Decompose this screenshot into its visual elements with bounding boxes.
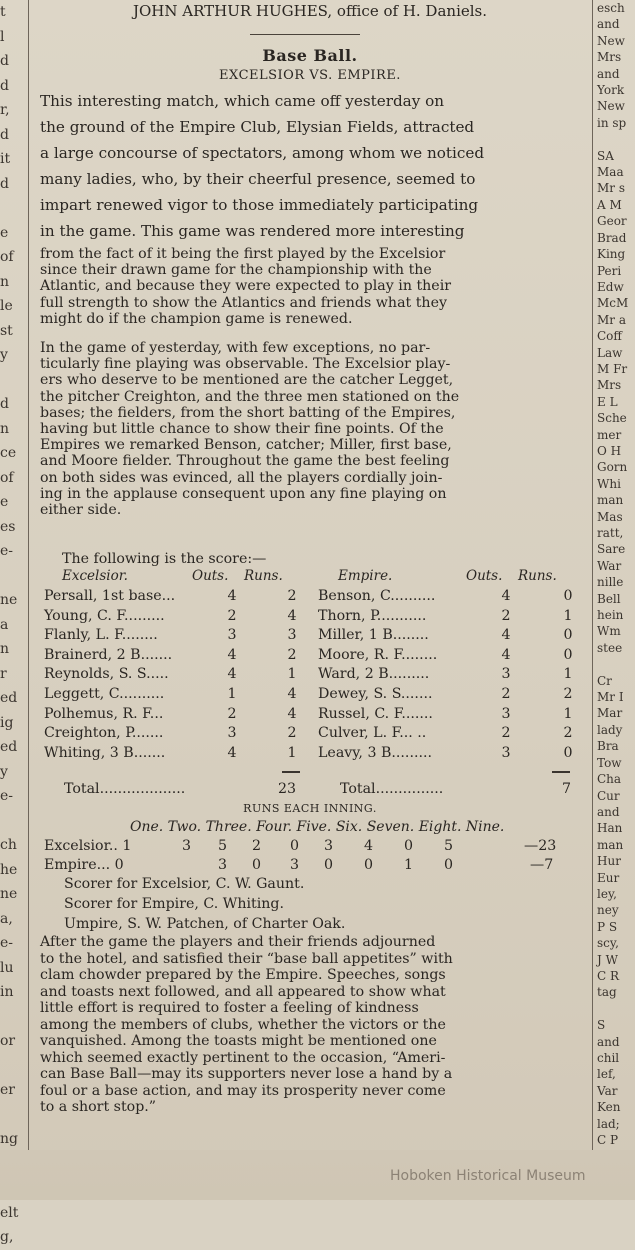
paragraph-line: a large concourse of spectators, among whom we noticed bbox=[40, 144, 485, 163]
paragraph-line: since their drawn game for the championship with the bbox=[40, 262, 432, 279]
empire-player-runs: 2 bbox=[563, 725, 573, 742]
margin-fragment: and bbox=[597, 804, 620, 819]
margin-fragment: in bbox=[0, 984, 14, 1000]
margin-fragment: lady bbox=[597, 722, 623, 737]
margin-fragment: e- bbox=[0, 543, 14, 559]
margin-fragment: Coff bbox=[597, 329, 622, 344]
empire-player-runs: 2 bbox=[563, 686, 573, 702]
margin-fragment: d bbox=[0, 126, 9, 143]
innings-title: RUNS EACH INNING. bbox=[243, 802, 377, 815]
paragraph-line: little effort is required to foster a feeling of kindness bbox=[40, 1000, 419, 1016]
margin-fragment: t bbox=[0, 4, 6, 20]
margin-fragment: Mr a bbox=[597, 312, 626, 327]
paragraph-intro-continued bbox=[40, 246, 572, 327]
paragraph-line: to the hotel, and satisfied their “base ball appetites” with bbox=[40, 950, 453, 967]
margin-fragment: Cr bbox=[597, 673, 612, 688]
margin-fragment: e- bbox=[0, 935, 14, 951]
paragraph-line: in the game. This game was rendered more interesting bbox=[40, 222, 465, 241]
margin-fragment: ng bbox=[0, 1131, 18, 1147]
paragraph-line: many ladies, who, by their cheerful presence, seemed to bbox=[40, 170, 476, 189]
excelsior-player-outs: 4 bbox=[227, 666, 237, 683]
paragraph-line: full strength to show the Atlantics and friends what they bbox=[40, 294, 447, 311]
margin-fragment: Han bbox=[597, 821, 623, 836]
margin-fragment: lad; bbox=[597, 1116, 620, 1131]
column-rule-left bbox=[28, 0, 29, 1150]
margin-fragment bbox=[0, 196, 26, 221]
paragraph-line: After the game the players and their friends adjourned bbox=[40, 934, 436, 950]
innings-header: One. Two. Three. Four. Five. Six. Seven. Eight. Nine. bbox=[130, 819, 505, 835]
innings-run-value: 3 bbox=[182, 838, 192, 854]
paragraph-line: ing in the applause consequent upon any fine playing on bbox=[40, 485, 447, 502]
paragraph-line: and Moore fielder. Throughout the game the best feeling bbox=[40, 453, 450, 470]
margin-fragment bbox=[0, 1005, 26, 1030]
margin-fragment: Mr s bbox=[597, 181, 625, 196]
empire-player-outs: 2 bbox=[501, 607, 511, 624]
margin-fragment: Mrs bbox=[597, 50, 622, 65]
margin-fragment: Mr I bbox=[597, 690, 624, 705]
umpire-line: Umpire, S. W. Patchen, of Charter Oak. bbox=[64, 916, 346, 932]
margin-fragment: Mas bbox=[597, 509, 623, 524]
paragraph-after-game bbox=[40, 934, 580, 1116]
empire-player-name: Dewey, S. S....... bbox=[318, 686, 433, 702]
margin-fragment: New bbox=[597, 33, 625, 48]
margin-fragment: in sp bbox=[597, 115, 627, 130]
empire-player-outs: 2 bbox=[501, 725, 511, 742]
margin-fragment: ce bbox=[0, 445, 17, 461]
empire-player-outs: 3 bbox=[501, 705, 511, 722]
header-excelsior: Excelsior. bbox=[62, 568, 128, 584]
margin-fragment: r, bbox=[0, 102, 10, 118]
paragraph-line: bases; the fielders, from the short batting of the Empires, bbox=[40, 404, 456, 421]
empire-player-name: Moore, R. F........ bbox=[318, 646, 438, 663]
excelsior-player-name: Reynolds, S. S..... bbox=[44, 666, 169, 683]
margin-fragment bbox=[0, 809, 26, 834]
margin-fragment: Gorn bbox=[597, 460, 628, 475]
margin-fragment: e bbox=[0, 224, 9, 241]
margin-fragment: n bbox=[0, 273, 10, 290]
margin-fragment: le bbox=[0, 298, 13, 314]
margin-fragment: War bbox=[597, 558, 622, 573]
margin-fragment: chil bbox=[597, 1051, 620, 1065]
margin-fragment: and bbox=[597, 17, 620, 32]
header-runs-left: Runs. bbox=[244, 568, 283, 584]
total-excelsior-value: 23 bbox=[278, 781, 297, 797]
empire-player-name: Ward, 2 B......... bbox=[318, 666, 430, 683]
margin-fragment: n bbox=[0, 420, 10, 437]
innings-run-value: 4 bbox=[364, 838, 374, 854]
margin-fragment: a, bbox=[0, 910, 13, 927]
excelsior-player-name: Creighton, P....... bbox=[44, 725, 164, 742]
byline-rule bbox=[250, 34, 360, 35]
margin-fragment: man bbox=[597, 493, 624, 508]
excelsior-player-runs: 4 bbox=[287, 607, 297, 624]
watermark: Hoboken Historical Museum bbox=[390, 1168, 586, 1184]
margin-fragment: J W bbox=[597, 952, 618, 967]
excelsior-player-outs: 2 bbox=[227, 607, 237, 624]
innings-run-value: 5 bbox=[444, 838, 454, 854]
margin-fragment: Sare bbox=[597, 542, 626, 557]
paragraph-line: and toasts next followed, and all appeared to show what bbox=[40, 983, 446, 1000]
margin-fragment: Brad bbox=[597, 230, 627, 245]
excelsior-player-runs: 3 bbox=[287, 627, 297, 644]
margin-fragment: Cha bbox=[597, 772, 622, 787]
margin-fragment: hein bbox=[597, 608, 624, 623]
excelsior-player-name: Whiting, 3 B....... bbox=[44, 744, 166, 761]
margin-fragment: Tow bbox=[597, 755, 622, 770]
margin-fragment: lu bbox=[0, 959, 14, 976]
margin-fragment: scy, bbox=[597, 936, 619, 951]
empire-player-name: Culver, L. F... .. bbox=[318, 725, 427, 742]
margin-fragment: Ken bbox=[597, 1100, 621, 1115]
margin-fragment: ch bbox=[0, 837, 17, 853]
innings-run-value: 3 bbox=[324, 838, 334, 854]
header-outs-left: Outs. bbox=[192, 568, 229, 584]
margin-fragment: e bbox=[0, 494, 9, 510]
total-empire-label: Total............... bbox=[340, 781, 444, 797]
empire-player-runs: 0 bbox=[563, 627, 573, 644]
margin-fragment: ig bbox=[0, 714, 14, 731]
right-margin-column bbox=[597, 0, 635, 1148]
margin-fragment bbox=[597, 656, 635, 672]
innings-run-value: 3 bbox=[218, 857, 228, 873]
paragraph-line: to a short stop.” bbox=[40, 1099, 157, 1115]
paragraph-line: In the game of yesterday, with few exceptions, no par- bbox=[40, 340, 431, 356]
paragraph-line: can Base Ball—may its supporters never lose a hand by a bbox=[40, 1066, 453, 1082]
paragraph-line: clam chowder prepared by the Empire. Speeches, songs bbox=[40, 967, 446, 983]
article-headline: Base Ball. bbox=[262, 46, 358, 65]
empire-player-outs: 4 bbox=[501, 627, 511, 644]
innings-run-value: 0 bbox=[290, 838, 300, 854]
excelsior-player-runs: 2 bbox=[287, 646, 297, 663]
margin-fragment: Eur bbox=[597, 870, 620, 885]
header-outs-right: Outs. bbox=[466, 568, 503, 584]
margin-fragment: man bbox=[597, 837, 624, 852]
margin-fragment: ne bbox=[0, 886, 18, 902]
margin-fragment: g, bbox=[0, 1229, 14, 1245]
margin-fragment: d bbox=[0, 396, 9, 412]
excelsior-player-outs: 1 bbox=[227, 686, 237, 702]
margin-fragment: P S bbox=[597, 919, 618, 934]
empire-player-runs: 0 bbox=[563, 588, 573, 604]
empire-player-runs: 1 bbox=[563, 607, 573, 624]
innings-run-value: 0 bbox=[404, 838, 414, 854]
margin-fragment: M Fr bbox=[597, 361, 628, 376]
paragraph-line: vanquished. Among the toasts might be mentioned one bbox=[40, 1033, 437, 1049]
margin-fragment: ne bbox=[0, 592, 18, 608]
left-margin-column bbox=[0, 0, 26, 1245]
excelsior-player-runs: 2 bbox=[287, 725, 297, 742]
scorer-excelsior: Scorer for Excelsior, C. W. Gaunt. bbox=[64, 876, 305, 892]
empire-player-name: Thorn, P........... bbox=[318, 607, 427, 624]
innings-run-value: 0 bbox=[444, 857, 454, 873]
excelsior-player-outs: 4 bbox=[227, 744, 237, 761]
innings-run-value: 5 bbox=[218, 838, 228, 854]
excelsior-player-name: Flanly, L. F........ bbox=[44, 627, 158, 644]
header-empire: Empire. bbox=[338, 568, 393, 584]
margin-fragment: e- bbox=[0, 788, 14, 804]
margin-fragment: Geor bbox=[597, 214, 627, 229]
margin-fragment bbox=[597, 131, 635, 147]
paragraph-line: on both sides was evinced, all the players cordially join- bbox=[40, 469, 443, 486]
excelsior-player-outs: 2 bbox=[227, 705, 237, 722]
margin-fragment: C R bbox=[597, 968, 620, 983]
empire-player-name: Russel, C. F....... bbox=[318, 705, 433, 722]
innings-run-value: 0 bbox=[364, 857, 374, 873]
margin-fragment: New bbox=[597, 99, 625, 114]
excelsior-player-name: Brainerd, 2 B....... bbox=[44, 646, 173, 663]
margin-fragment: A M bbox=[597, 197, 622, 212]
empire-player-runs: 0 bbox=[563, 744, 573, 761]
paragraph-line: among the members of clubs, whether the victors or the bbox=[40, 1016, 446, 1033]
header-runs-right: Runs. bbox=[518, 568, 557, 584]
excelsior-player-name: Leggett, C.......... bbox=[44, 686, 165, 702]
paragraph-line: foul or a base action, and may its prosperity never come bbox=[40, 1082, 446, 1099]
margin-fragment bbox=[0, 368, 26, 393]
margin-fragment: ley, bbox=[597, 886, 617, 901]
paragraph-line: the ground of the Empire Club, Elysian Fields, attracted bbox=[40, 118, 475, 137]
margin-fragment: McM bbox=[597, 296, 629, 311]
paragraph-line: Empires we remarked Benson, catcher; Miller, first base, bbox=[40, 437, 452, 454]
excelsior-player-outs: 3 bbox=[227, 725, 237, 742]
excelsior-player-name: Young, C. F......... bbox=[44, 607, 165, 624]
paragraph-line: Atlantic, and because they were expected to play in their bbox=[40, 278, 452, 295]
byline: JOHN ARTHUR HUGHES, office of H. Daniels. bbox=[132, 2, 488, 20]
excelsior-player-outs: 4 bbox=[227, 588, 237, 604]
innings-team-label: Excelsior.. 1 bbox=[44, 838, 132, 854]
article-subhead: EXCELSIOR VS. EMPIRE. bbox=[219, 68, 401, 83]
paragraph-line: ticularly fine playing was observable. The Excelsior play- bbox=[40, 356, 451, 373]
margin-fragment: stee bbox=[597, 640, 623, 655]
paragraph-line: either side. bbox=[40, 502, 122, 519]
margin-fragment: Peri bbox=[597, 263, 622, 278]
margin-fragment: ney bbox=[597, 903, 619, 918]
paragraph-line: the pitcher Creighton, and the three men stationed on the bbox=[40, 388, 460, 405]
excelsior-player-name: Persall, 1st base... bbox=[44, 588, 176, 604]
margin-fragment: Cur bbox=[597, 788, 620, 803]
margin-fragment: SA bbox=[597, 148, 614, 163]
total-rule-right bbox=[552, 771, 570, 773]
empire-player-runs: 1 bbox=[563, 666, 573, 683]
margin-fragment bbox=[0, 1054, 26, 1079]
margin-fragment: tag bbox=[597, 985, 617, 1000]
margin-fragment: st bbox=[0, 322, 13, 339]
total-empire-value: 7 bbox=[562, 781, 572, 797]
paragraph-game-summary bbox=[40, 340, 572, 518]
excelsior-player-runs: 2 bbox=[287, 588, 297, 604]
margin-fragment: Maa bbox=[597, 165, 624, 180]
margin-fragment: and bbox=[597, 66, 620, 81]
margin-fragment: elt bbox=[0, 1204, 19, 1221]
margin-fragment: lef, bbox=[597, 1067, 616, 1082]
margin-fragment: Sche bbox=[597, 411, 627, 426]
empire-player-name: Benson, C.......... bbox=[318, 588, 436, 604]
innings-team-label: Empire... 0 bbox=[44, 857, 124, 873]
innings-total: —7 bbox=[530, 857, 554, 873]
paragraph-line: ers who deserve to be mentioned are the catcher Legget, bbox=[40, 372, 454, 389]
margin-fragment: O H bbox=[597, 443, 622, 458]
empire-player-name: Leavy, 3 B......... bbox=[318, 744, 432, 761]
paragraph-intro bbox=[40, 88, 572, 245]
margin-fragment: nille bbox=[597, 575, 624, 590]
margin-fragment: l bbox=[0, 28, 5, 45]
margin-fragment: Bell bbox=[597, 591, 621, 606]
margin-fragment: King bbox=[597, 247, 626, 262]
paragraph-line: This interesting match, which came off yesterday on bbox=[40, 92, 445, 110]
margin-fragment: y bbox=[0, 763, 8, 780]
empire-player-outs: 3 bbox=[501, 744, 511, 761]
margin-fragment: E L bbox=[597, 394, 618, 409]
margin-fragment: he bbox=[0, 861, 18, 878]
margin-fragment: d bbox=[0, 77, 9, 94]
excelsior-player-name: Polhemus, R. F... bbox=[44, 705, 164, 722]
score-intro: The following is the score:— bbox=[62, 551, 267, 567]
innings-run-value: 0 bbox=[324, 857, 334, 873]
margin-fragment: r bbox=[0, 665, 7, 682]
paragraph-line: impart renewed vigor to those immediately participating bbox=[40, 196, 479, 215]
innings-run-value: 1 bbox=[404, 857, 414, 873]
excelsior-player-outs: 4 bbox=[227, 646, 237, 663]
margin-fragment: Edw bbox=[597, 279, 624, 294]
empire-player-outs: 3 bbox=[501, 666, 511, 683]
paragraph-line: which seemed exactly pertinent to the occasion, “Ameri- bbox=[40, 1049, 446, 1066]
margin-fragment: York bbox=[597, 83, 625, 98]
margin-fragment bbox=[0, 1103, 26, 1128]
margin-fragment: and bbox=[597, 1034, 620, 1049]
empire-player-runs: 0 bbox=[563, 646, 573, 663]
empire-player-outs: 2 bbox=[501, 686, 511, 702]
empire-player-runs: 1 bbox=[563, 705, 573, 722]
innings-run-value: 0 bbox=[252, 857, 262, 873]
margin-fragment: n bbox=[0, 641, 10, 657]
margin-fragment: or bbox=[0, 1033, 16, 1049]
margin-fragment: of bbox=[0, 469, 14, 486]
innings-run-value: 2 bbox=[252, 838, 262, 854]
margin-fragment: Hur bbox=[597, 854, 621, 869]
margin-fragment: a bbox=[0, 616, 9, 633]
column-rule-right bbox=[592, 0, 593, 1150]
innings-total: —23 bbox=[524, 838, 557, 854]
margin-fragment: Var bbox=[597, 1083, 618, 1098]
total-excelsior-label: Total................... bbox=[64, 781, 186, 797]
innings-run-value: 3 bbox=[290, 857, 300, 873]
margin-fragment: Whi bbox=[597, 476, 621, 491]
empire-player-name: Miller, 1 B........ bbox=[318, 627, 429, 644]
margin-fragment: C P bbox=[597, 1133, 619, 1148]
margin-fragment: Mar bbox=[597, 706, 623, 721]
margin-fragment: esch bbox=[597, 1, 625, 15]
margin-fragment: of bbox=[0, 249, 14, 265]
margin-fragment: it bbox=[0, 151, 11, 167]
margin-fragment: d bbox=[0, 175, 9, 192]
total-rule-left bbox=[282, 771, 300, 773]
empire-player-outs: 4 bbox=[501, 646, 511, 663]
excelsior-player-runs: 4 bbox=[287, 705, 297, 722]
margin-fragment: ratt, bbox=[597, 526, 624, 540]
excelsior-player-outs: 3 bbox=[227, 627, 237, 644]
margin-fragment: ed bbox=[0, 739, 18, 755]
excelsior-player-runs: 4 bbox=[287, 686, 297, 702]
paragraph-line: from the fact of it being the first played by the Excelsior bbox=[40, 246, 446, 262]
margin-fragment: er bbox=[0, 1082, 15, 1098]
margin-fragment: Mrs bbox=[597, 378, 622, 393]
margin-fragment: S bbox=[597, 1018, 606, 1033]
empire-player-outs: 4 bbox=[501, 588, 511, 604]
margin-fragment: ed bbox=[0, 690, 18, 706]
margin-fragment: mer bbox=[597, 427, 622, 442]
margin-fragment: d bbox=[0, 53, 9, 69]
scorer-empire: Scorer for Empire, C. Whiting. bbox=[64, 896, 284, 912]
paragraph-line: having but little chance to show their fine points. Of the bbox=[40, 421, 444, 438]
margin-fragment: Bra bbox=[597, 739, 619, 754]
excelsior-player-runs: 1 bbox=[287, 744, 297, 761]
margin-fragment: es bbox=[0, 518, 16, 535]
margin-fragment: Wm bbox=[597, 624, 621, 639]
margin-fragment: y bbox=[0, 347, 8, 363]
margin-fragment bbox=[0, 564, 26, 589]
excelsior-player-runs: 1 bbox=[287, 666, 297, 683]
paragraph-line: might do if the champion game is renewed. bbox=[40, 310, 353, 327]
margin-fragment: Law bbox=[597, 345, 623, 360]
margin-fragment bbox=[597, 1001, 635, 1017]
